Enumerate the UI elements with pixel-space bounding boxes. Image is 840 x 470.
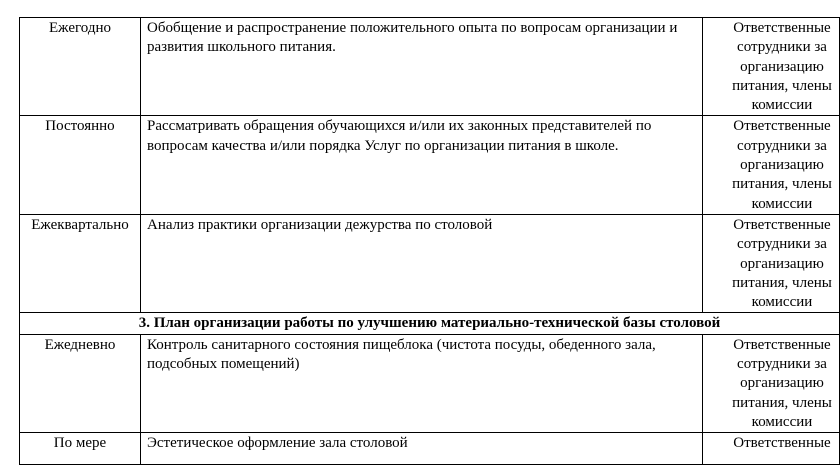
responsible-line: организацию xyxy=(740,255,824,272)
responsible-cell xyxy=(703,18,840,116)
responsible-line: питания, члены xyxy=(732,274,832,291)
responsible-line: питания, члены xyxy=(732,176,832,193)
responsible-line: сотрудники за xyxy=(737,236,827,253)
table-row xyxy=(20,18,840,116)
plan-table xyxy=(19,17,840,465)
description-cell: Рассматривать обращения обучающихся и/или их законных представителей по вопросам качества и/или порядка Услуг по организации питания в школе. xyxy=(141,116,703,214)
table-row xyxy=(20,334,840,432)
responsible-line: питания, члены xyxy=(732,394,832,411)
table-row xyxy=(20,433,840,465)
period-cell: Постоянно xyxy=(20,116,141,214)
responsible-line: питания, члены xyxy=(732,77,832,94)
responsible-line: сотрудники за xyxy=(737,39,827,56)
responsible-cell xyxy=(703,116,840,214)
responsible-line: комиссии xyxy=(751,294,813,311)
responsible-line: Ответственные xyxy=(733,216,831,233)
responsible-line: комиссии xyxy=(751,413,813,430)
responsible-line: Ответственные xyxy=(733,435,831,452)
responsible-line: сотрудники за xyxy=(737,137,827,154)
table-row xyxy=(20,116,840,214)
period-cell: По мере xyxy=(20,433,141,465)
responsible-line: организацию xyxy=(740,375,824,392)
section-header-row xyxy=(20,313,840,334)
responsible-cell xyxy=(703,214,840,312)
responsible-line: комиссии xyxy=(751,195,813,212)
responsible-cell xyxy=(703,433,840,465)
period-cell: Ежеквартально xyxy=(20,214,141,312)
responsible-cell xyxy=(703,334,840,432)
description-cell: Анализ практики организации дежурства по столовой xyxy=(141,214,703,312)
responsible-line: организацию xyxy=(740,58,824,75)
responsible-line: Ответственные xyxy=(733,20,831,36)
responsible-line: комиссии xyxy=(751,97,813,114)
responsible-line: организацию xyxy=(740,157,824,174)
description-cell: Контроль санитарного состояния пищеблока (чистота посуды, обеденного зала, подсобных помещений) xyxy=(141,334,703,432)
period-cell: Ежедневно xyxy=(20,334,141,432)
period-cell: Ежегодно xyxy=(20,18,141,116)
section-title: 3. План организации работы по улучшению материально-технической базы столовой xyxy=(20,313,840,334)
responsible-line: Ответственные xyxy=(733,336,831,353)
responsible-line: Ответственные xyxy=(733,118,831,135)
responsible-line: сотрудники за xyxy=(737,356,827,373)
table-row xyxy=(20,214,840,312)
description-cell: Эстетическое оформление зала столовой xyxy=(141,433,703,465)
description-cell: Обобщение и распространение положительного опыта по вопросам организации и развития школьного питания. xyxy=(141,18,703,116)
